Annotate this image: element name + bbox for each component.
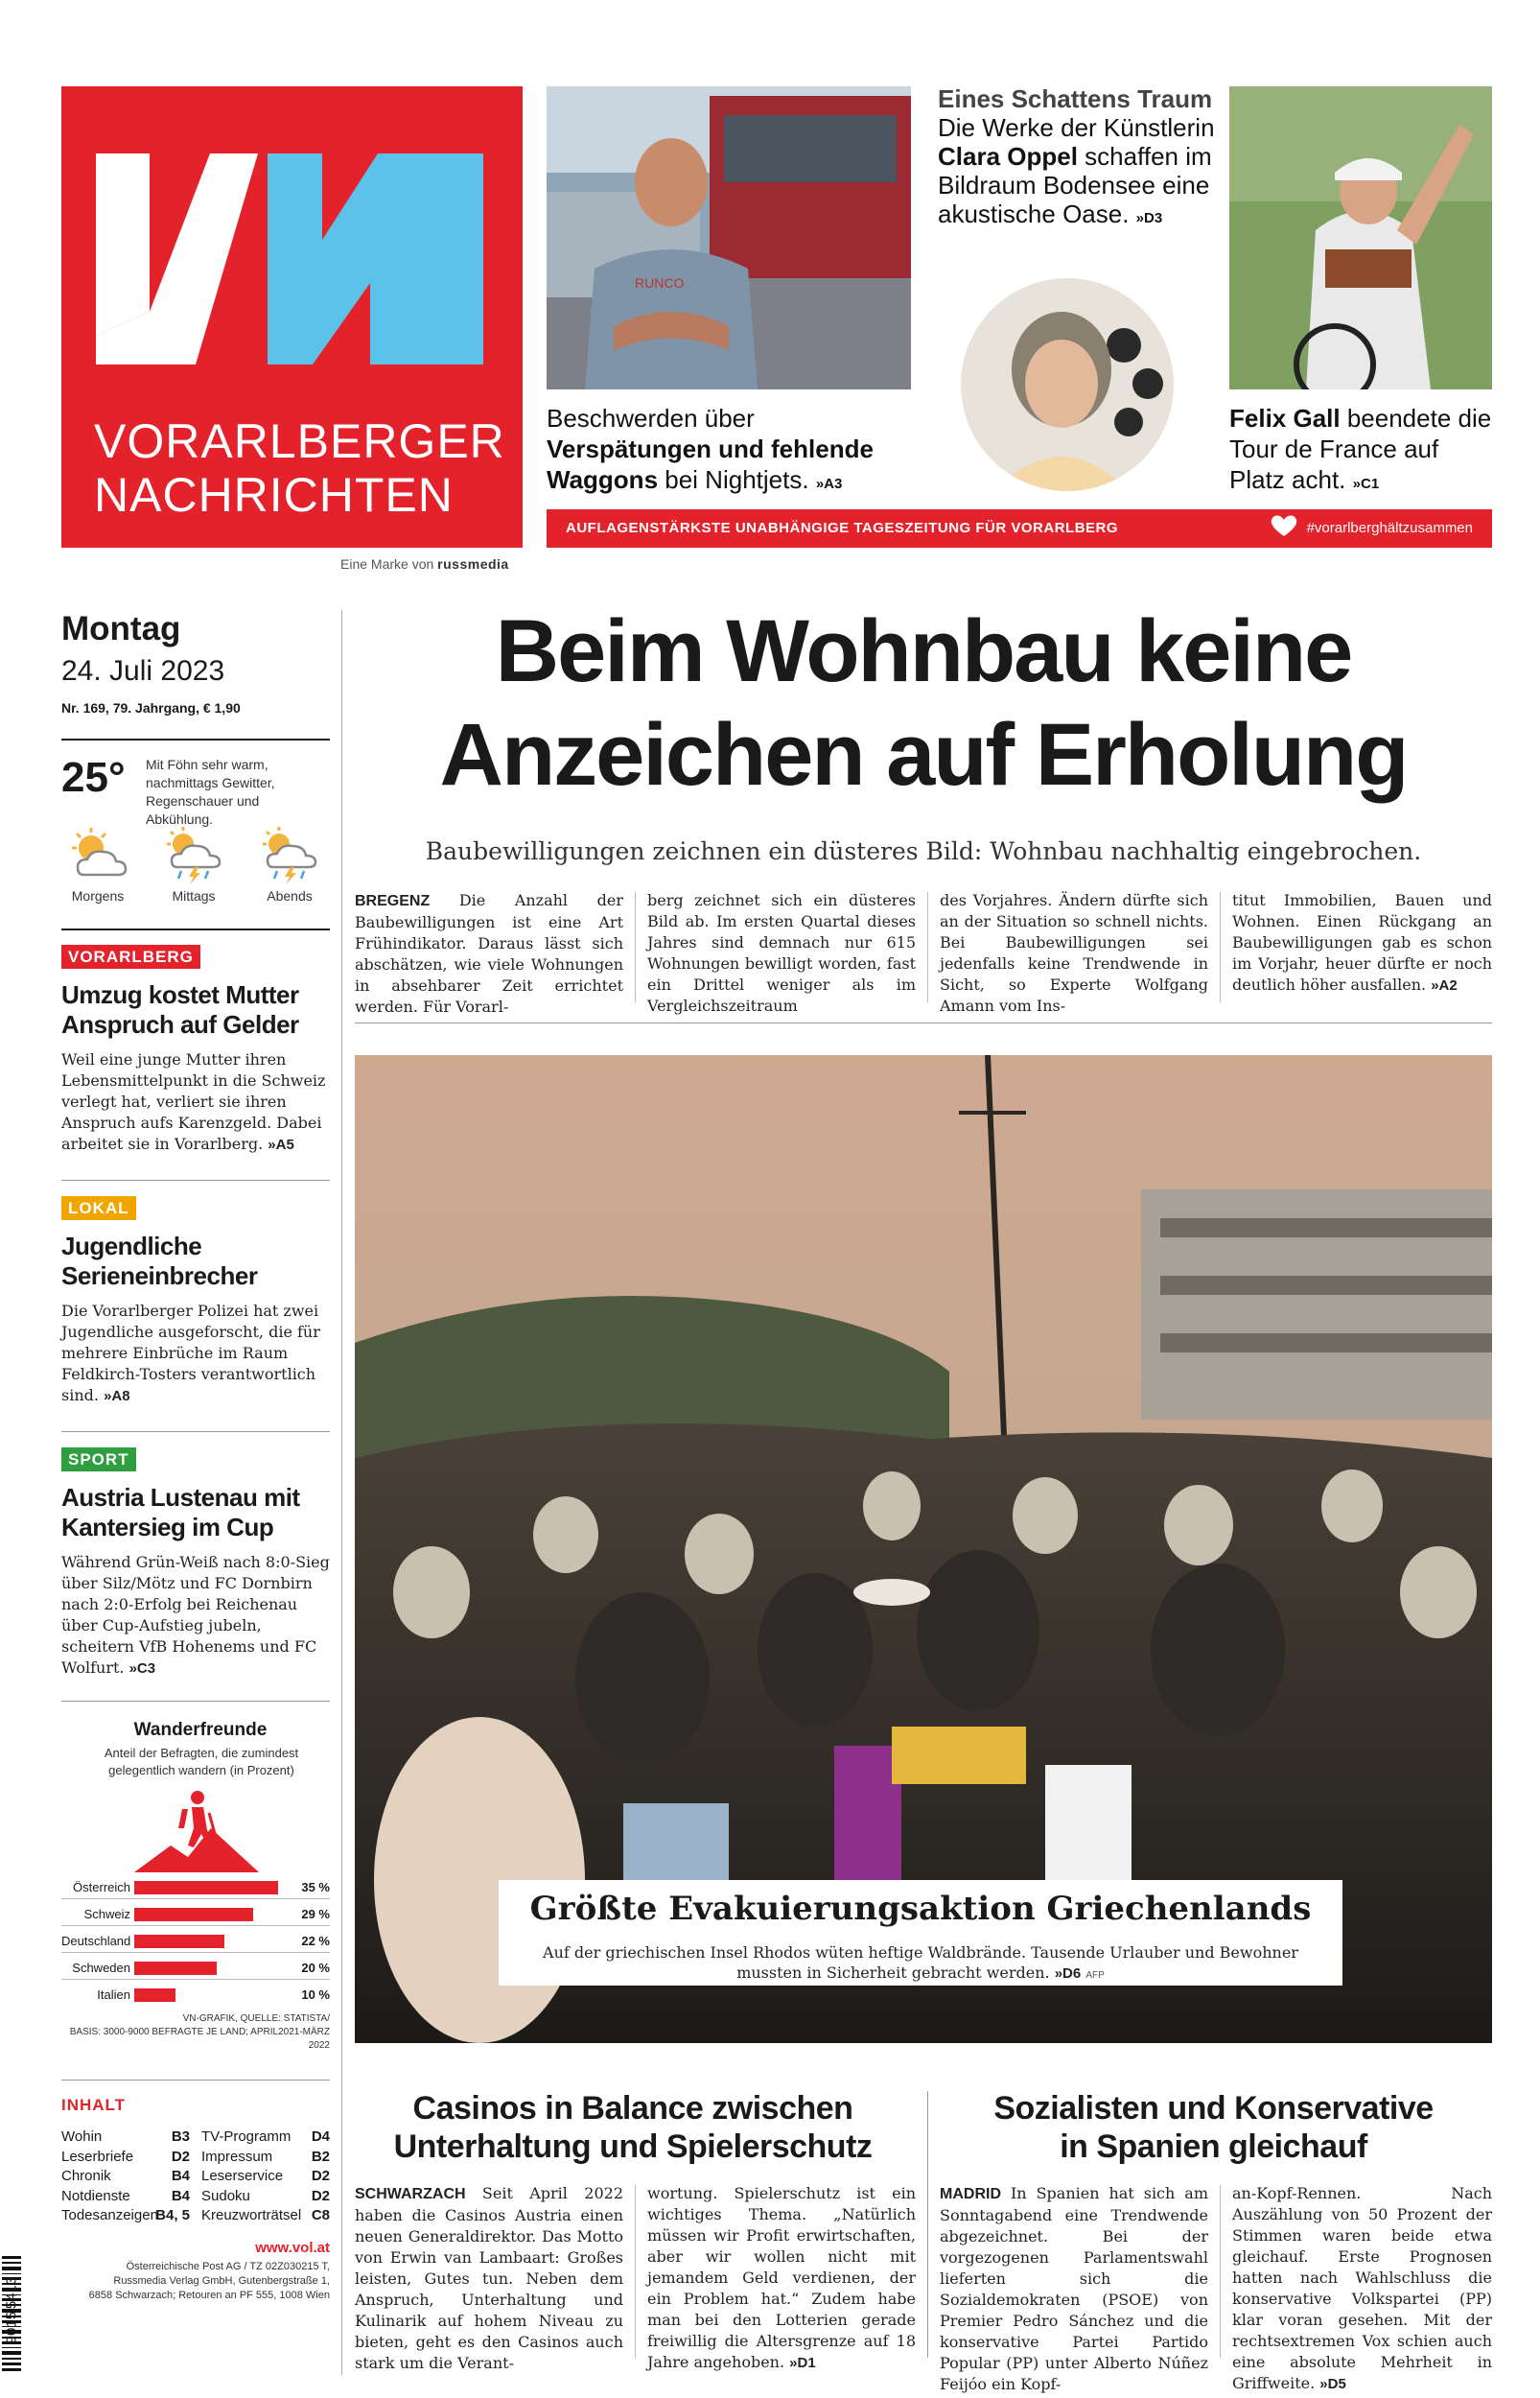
contents-item-page: B4 (171, 2168, 190, 2184)
casinos-column-text: wortung. Spielerschutz ist ein wichtiges Thema. „Natürlich müssen wir Profit erwirtschaften, aber wir wollen nicht mit jemandem Geld verdienen, der ein Problem hat.“ Zudem habe man bei den Lotterien gerade freiwillig die Altersgrenze auf 18 Jahre angehoben. (647, 2184, 916, 2371)
column-divider (927, 2091, 928, 2358)
infographic-bar (134, 1988, 175, 2002)
contents-item-page: D4 (311, 2128, 330, 2145)
lead-column-1 (355, 890, 623, 1018)
spanien-column-text: an-Kopf-Rennen. Nach Auszählung von 50 Prozent der Stimmen waren beide etwa gleichauf. Erste Prognosen hatten nach Wahlschluss die konservative Volkspartei (PP) klar voran gesehen. Mit der rechtsextremen Vox schien auch eine absolute Mehrheit in Griffweite. (1232, 2184, 1492, 2392)
hashtag-text: #vorarlberghältzusammen (1306, 520, 1473, 536)
contents-item-name: Sudoku (201, 2187, 250, 2204)
edition-issue: Nr. 169, 79. Jahrgang, € 1,90 (61, 700, 241, 716)
spanien-column-2 (1232, 2183, 1492, 2395)
lead-headline-line-1: Beim Wohnbau keine (495, 602, 1352, 700)
contents-item-page: D2 (311, 2168, 330, 2184)
divider (61, 1701, 330, 1702)
contents-item[interactable] (61, 2206, 190, 2226)
oppel-portrait-image (961, 278, 1174, 491)
lead-headline[interactable] (355, 600, 1492, 807)
contents-item-name: Wohin (61, 2128, 103, 2145)
contents-item-page: B3 (171, 2128, 190, 2145)
teaser-oppel-post: schaffen im Bildraum Bodensee eine akustische Oase. (938, 142, 1212, 228)
infographic-row-value: 20 % (301, 1961, 330, 1975)
infographic-title: Wanderfreunde (133, 1720, 268, 1740)
contents-item[interactable] (61, 2148, 190, 2168)
teaser-oppel-ref[interactable]: »D3 (1135, 210, 1163, 226)
teaser-nightjet-post: bei Nightjets. (665, 465, 809, 494)
contents-item-page: B4 (171, 2187, 190, 2204)
brand-sub (340, 556, 509, 572)
vn-logo-mark (61, 115, 523, 403)
contents-item-page: D2 (311, 2187, 330, 2204)
teaser-nightjet-ref[interactable]: »A3 (815, 476, 843, 492)
casinos-column-1 (355, 2183, 623, 2374)
divider (61, 929, 330, 930)
lead-column-4 (1232, 890, 1492, 997)
teaser-gall-bold: Felix Gall (1229, 404, 1341, 433)
section-ref[interactable]: »C3 (128, 1660, 156, 1677)
divider (61, 1180, 330, 1181)
weather-period-evening (242, 825, 338, 904)
teaser-gall-post: beendete die Tour de France auf Platz acht. (1229, 404, 1492, 494)
infographic-source-2: BASIS: 3000-9000 BEFRAGTE JE LAND; APRIL2021-MÄRZ 2022 (69, 2027, 330, 2051)
website-link[interactable]: www.vol.at (255, 2240, 330, 2256)
infographic-row-label: Deutschland (61, 1934, 131, 1948)
infographic-row-label: Schweiz (83, 1907, 130, 1921)
brand-line-1: VORARLBERGER (94, 414, 505, 468)
infographic-row (61, 1903, 330, 1926)
infographic-row-value: 35 % (301, 1880, 330, 1894)
infographic-row (61, 1876, 330, 1899)
lead-column-text: Die Anzahl der Baubewilligungen ist eine Art Frühindikator. Daraus lässt sich abschätzen, wie viele Wohnungen in absehbarer Zeit errichtet werden. Für Vorarl- (355, 891, 623, 1016)
casinos-headline[interactable] (355, 2089, 911, 2166)
infographic-row-label: Italien (97, 1987, 130, 2002)
spanien-column-1 (940, 2183, 1208, 2395)
contents-item[interactable] (61, 2128, 190, 2148)
section-headline[interactable]: Umzug kostet Mutter Anspruch auf Gelder (61, 980, 299, 1039)
heart-icon (1270, 514, 1298, 537)
gall-photo-image (1229, 86, 1492, 389)
contents-right (201, 2128, 330, 2226)
infographic-bar (134, 1881, 278, 1894)
nightjet-photo-image (547, 86, 911, 389)
infographic-subtitle: Anteil der Befragten, die zumindest gelegentlich wandern (in Prozent) (104, 1746, 299, 1777)
contents-left (61, 2128, 190, 2226)
contents-title: INHALT (61, 2096, 127, 2114)
spanien-dateline: MADRID (940, 2186, 1001, 2202)
casinos-ref[interactable]: »D1 (789, 2355, 816, 2371)
contents-item[interactable] (201, 2128, 330, 2148)
infographic-row (61, 1957, 330, 1980)
svg-text:RUNCO: RUNCO (635, 275, 685, 291)
contents-item[interactable] (201, 2187, 330, 2207)
brand-sub-prefix: Eine Marke von (340, 556, 434, 572)
section-text (61, 1049, 330, 1156)
section-vorarlberg[interactable] (61, 948, 330, 1156)
teaser-gall-ref[interactable]: »C1 (1352, 476, 1380, 492)
section-ref[interactable]: »A8 (104, 1388, 130, 1404)
infographic-row-value: 10 % (301, 1987, 330, 2002)
spanien-headline-line-2: in Spanien gleichauf (1060, 2128, 1367, 2165)
lead-subhead: Baubewilligungen zeichnen ein düsteres Bild: Wohnbau nachhaltig eingebrochen. (425, 837, 1422, 865)
thunderstorm-icon (256, 825, 323, 884)
contents-item-page: B4, 5 (155, 2207, 190, 2223)
column-divider (341, 610, 342, 2375)
sun-cloud-icon (64, 825, 131, 884)
contents-item-page: B2 (311, 2148, 330, 2165)
imprint (61, 2260, 330, 2303)
column-divider (1220, 892, 1221, 1002)
weather-period-noon (146, 825, 242, 904)
thunderstorm-icon (160, 825, 227, 884)
brand-line-2: NACHRICHTEN (94, 468, 454, 522)
casinos-column-2 (647, 2183, 916, 2374)
teaser-oppel-bold: Clara Oppel (938, 142, 1078, 171)
section-ref[interactable]: »A5 (268, 1137, 294, 1153)
casinos-column-text: Seit April 2022 haben die Casinos Austria einen neuen Generaldirektor. Das Motto von Erwin van Lambaart: Großes leisten, Gutes tun. Neben dem Anspruch, Unterhaltung und Kulinarik auf hohem Niveau zu bieten, geht es den Casinos auch stark um die Verant- (355, 2184, 623, 2372)
infographic-row (61, 1930, 330, 1953)
infographic-source-1: VN-GRAFIK, QUELLE: STATISTA/ (182, 2013, 330, 2024)
infographic-bar (134, 1908, 253, 1921)
tagline-bar (547, 509, 1492, 548)
contents-item-name: Chronik (61, 2168, 111, 2184)
lead-dateline: BREGENZ (355, 893, 431, 909)
lead-column-3: des Vorjahres. Ändern dürfte sich an der Situation so schnell nichts. Bei Baubewilligungen sei jedenfalls keine Trendwende in Sicht, so Experte Wolfgang Amann vom Ins- (940, 891, 1208, 1015)
teaser-oppel-kicker: Eines Schattens Traum (938, 84, 1213, 113)
section-text (61, 1552, 330, 1680)
contents-item[interactable] (61, 2167, 190, 2187)
contents-item-name: Leserbriefe (61, 2148, 134, 2165)
hiker-icon (134, 1790, 259, 1872)
teaser-oppel-photo[interactable] (961, 278, 1174, 491)
column-divider (635, 2185, 636, 2358)
photo-credit: AFP (1085, 1970, 1105, 1981)
infographic-row-value: 22 % (301, 1934, 330, 1948)
teaser-nightjet[interactable] (547, 403, 911, 500)
brand-name (94, 414, 505, 522)
contents-item-name: Impressum (201, 2148, 273, 2165)
weather-period-morning (50, 825, 146, 904)
imprint-line: 6858 Schwarzach; Retouren an PF 555, 1008 Wien (88, 2290, 330, 2301)
divider (61, 1431, 330, 1432)
teaser-nightjet-bold: Verspätungen und fehlende Waggons (547, 435, 874, 494)
contents-item[interactable] (201, 2148, 330, 2168)
hashtag[interactable] (1270, 520, 1473, 537)
spanien-column-text: In Spanien hat sich am Sonntagabend eine Trendwende abgezeichnet. Bei der vorgezogenen Parlamentswahl lieferten sich die Sozialdemokraten (PSOE) von Premier Pedro Sánchez und die konservative Partei Partido Popular (PP) unter Alberto Núñez Feijóo ein Kopf- (940, 2184, 1209, 2393)
contents-item-name: Notdienste (61, 2187, 130, 2204)
photo-caption-line-2-text: mussten in Sicherheit gebracht werden. (736, 1963, 1050, 1982)
column-divider (1220, 2185, 1221, 2358)
section-badge[interactable]: SPORT (61, 1447, 136, 1471)
lead-column-text: titut Immobilien, Bauen und Wohnen. Einen Rückgang an Baubewilligungen gab es schon im Vorjahr, heuer dürfte er noch deutlich höher ausfallen. (1232, 891, 1492, 994)
photo-caption-title[interactable]: Größte Evakuierungsaktion Griechenlands (529, 1890, 1312, 1928)
contents-item-name: Kreuzworträtsel (201, 2207, 302, 2223)
edition-date: 24. Juli 2023 (61, 655, 225, 687)
section-headline[interactable]: Austria Lustenau mit Kantersieg im Cup (61, 1483, 300, 1541)
section-text (61, 1301, 330, 1407)
edition-day: Montag (61, 610, 181, 647)
imprint-line: Österreichische Post AG / TZ 02Z030215 T, (126, 2261, 330, 2272)
photo-caption-line-2 (537, 1963, 1304, 1986)
section-headline[interactable]: Jugendliche Serieneinbrecher (61, 1232, 258, 1290)
infographic-row-value: 29 % (301, 1907, 330, 1921)
teaser-nightjet-pre: Beschwerden über (547, 404, 755, 433)
infographic-row (61, 1984, 330, 2007)
contents-item-page: C8 (311, 2207, 330, 2223)
column-divider (927, 892, 928, 1002)
tagline: AUFLAGENSTÄRKSTE UNABHÄNGIGE TAGESZEITUNG FÜR VORARLBERG (566, 520, 1119, 536)
section-badge[interactable]: VORARLBERG (61, 945, 200, 969)
lead-headline-line-2: Anzeichen auf Erholung (439, 706, 1408, 804)
casinos-headline-line-1: Casinos in Balance zwischen (412, 2090, 853, 2127)
contents-item[interactable] (201, 2167, 330, 2187)
spanien-headline[interactable] (935, 2089, 1492, 2166)
weather-period-label: Abends (267, 888, 313, 904)
spanien-ref[interactable]: »D5 (1319, 2376, 1346, 2392)
infographic-source (61, 2012, 330, 2053)
infographic-bar (134, 1935, 224, 1948)
contents-item-name: TV-Programm (201, 2128, 292, 2145)
section-text-body: Weil eine junge Mutter ihren Lebensmittelpunkt in die Schweiz verlegt hat, verliert sie ihren Anspruch aufs Karenzgeld. Dabei arbeitet sie in Vorarlberg. (61, 1050, 326, 1153)
section-badge[interactable]: LOKAL (61, 1196, 136, 1220)
column-divider (635, 892, 636, 1002)
divider (61, 2080, 330, 2081)
section-lokal[interactable] (61, 1199, 330, 1407)
infographic-row-label: Schweden (72, 1961, 130, 1975)
contents-item[interactable] (61, 2187, 190, 2207)
section-text-body: Die Vorarlberger Polizei hat zwei Jugendliche ausgeforscht, die für mehrere Einbrüche im Raum Feldkirch-Tosters verantwortlich sind. (61, 1302, 320, 1404)
photo-caption-ref[interactable]: »D6 (1054, 1965, 1082, 1982)
weather-period-label: Morgens (71, 888, 125, 904)
photo-caption-line-1: Auf der griechischen Insel Rhodos wüten heftige Waldbrände. Tausende Urlauber und Bewohner (543, 1943, 1298, 1962)
section-text-body: Während Grün-Weiß nach 8:0-Sieg über Silz/Mötz und FC Dornbirn nach 2:0-Erfolg bei Reichenau über Cup-Aufstieg jubeln, scheitern VfB Hohenems und FC Wolfurt. (61, 1553, 330, 1677)
casinos-dateline: SCHWARZACH (355, 2186, 466, 2202)
photo-caption-text (537, 1942, 1304, 1986)
divider (61, 739, 330, 741)
casinos-headline-line-2: Unterhaltung und Spielerschutz (393, 2128, 873, 2165)
teaser-oppel[interactable] (938, 84, 1216, 233)
russmedia-logo: russmedia (437, 556, 509, 572)
lead-column-2: berg zeichnet sich ein düsteres Bild ab. Im ersten Quartal dieses Jahres sind demnach nur 615 Wohnungen bewilligt worden, fast ein Drittel weniger als im Vergleichszeitraum (647, 891, 916, 1015)
contents-item-name: Leserservice (201, 2168, 284, 2184)
teaser-gall[interactable] (1229, 403, 1492, 500)
infographic-bar (134, 1962, 217, 1975)
contents-item[interactable] (201, 2206, 330, 2226)
section-sport[interactable] (61, 1450, 330, 1680)
barcode-number: 9015'5413 (3, 2276, 20, 2344)
lead-ref[interactable]: »A2 (1431, 977, 1458, 994)
teaser-oppel-pre: Die Werke der Künstlerin (938, 113, 1215, 142)
teaser-nightjet-photo[interactable] (547, 86, 911, 389)
contents-item-name: Todesanzeigen (61, 2207, 158, 2223)
weather-temp: 25° (61, 754, 126, 801)
weather-description: Mit Föhn sehr warm, nachmittags Gewitter, Regenschauer und Abkühlung. (146, 757, 275, 827)
teaser-gall-photo[interactable] (1229, 86, 1492, 389)
infographic-row-label: Österreich (73, 1880, 130, 1894)
contents-item-page: D2 (171, 2148, 190, 2165)
weather-period-label: Mittags (172, 888, 216, 904)
spanien-headline-line-1: Sozialisten und Konservative (993, 2090, 1434, 2127)
imprint-line: Russmedia Verlag GmbH, Gutenbergstraße 1, (113, 2275, 330, 2287)
